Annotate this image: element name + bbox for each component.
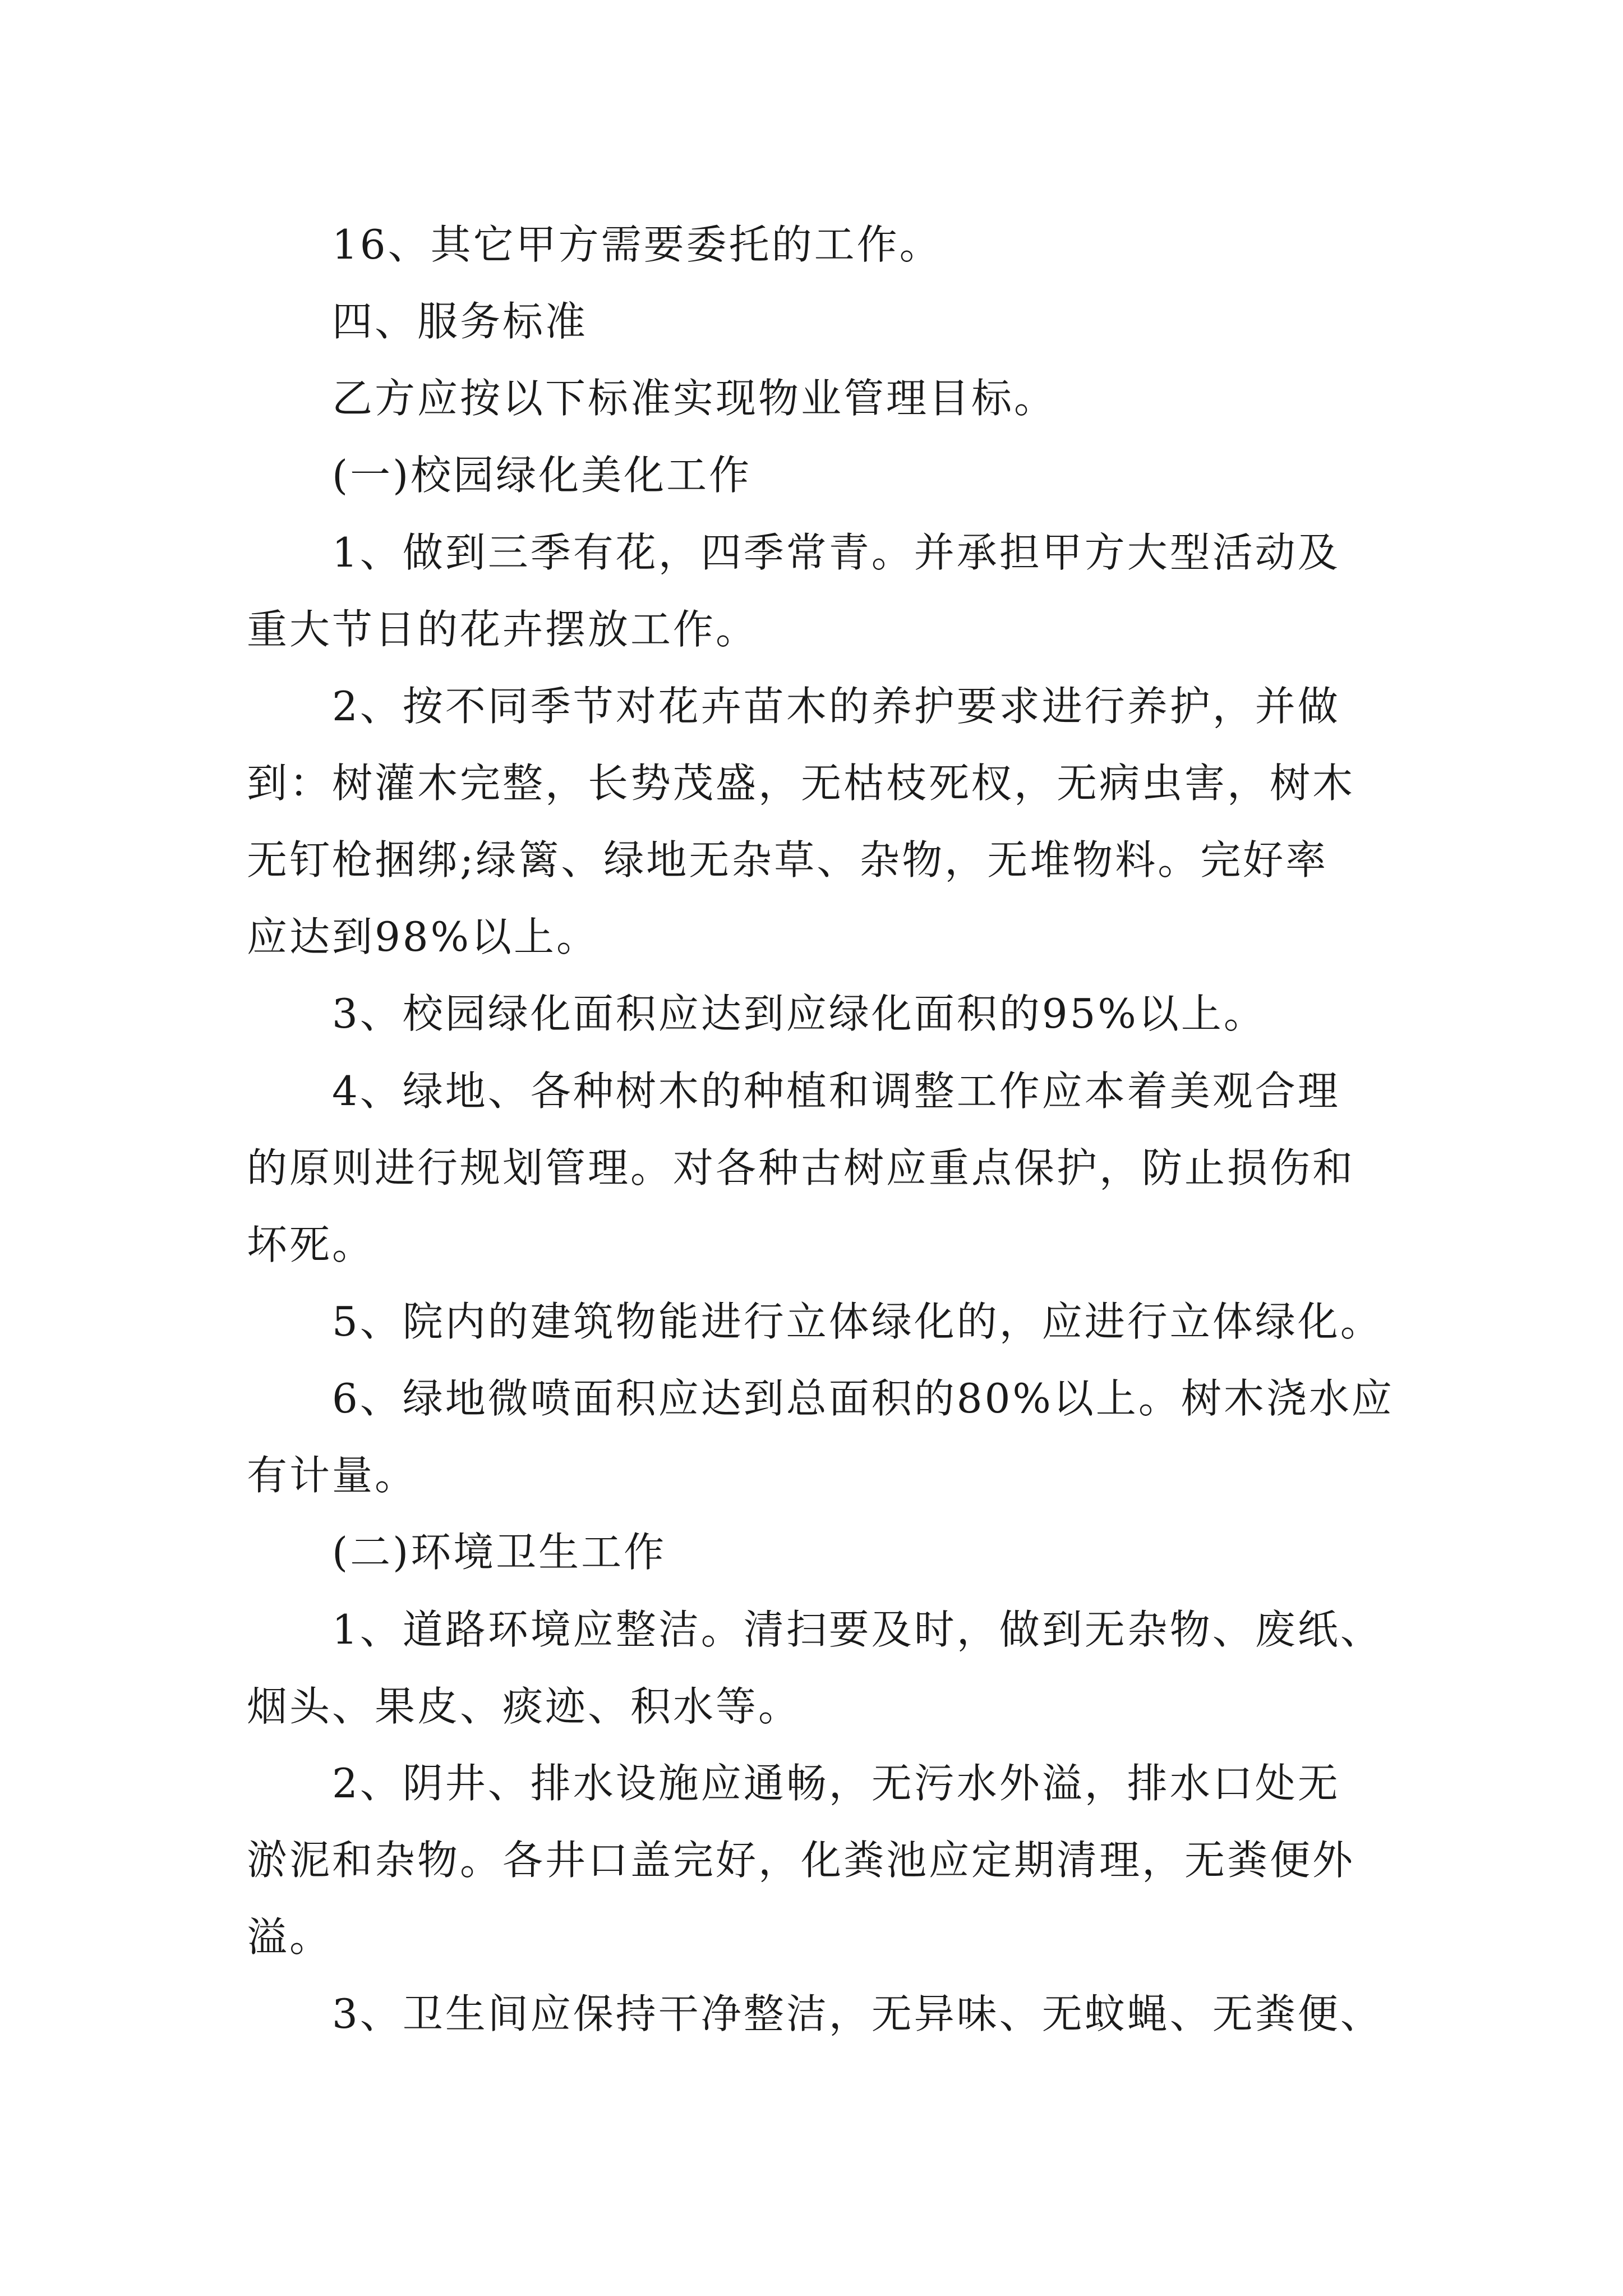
greening-item-2-line-4: 应达到98%以上。 bbox=[247, 913, 600, 960]
greening-item-5: 5、院内的建筑物能进行立体绿化的，应进行立体绿化。 bbox=[332, 1298, 1383, 1345]
greening-item-1-line-2: 重大节日的花卉摆放工作。 bbox=[247, 606, 759, 653]
greening-item-2-line-1: 2、按不同季节对花卉苗木的养护要求进行养护，并做 bbox=[332, 683, 1340, 730]
subsection-greening-heading: (一)校园绿化美化工作 bbox=[332, 452, 752, 499]
sanitation-item-3-line-1: 3、卫生间应保持干净整洁，无异味、无蚊蝇、无粪便、 bbox=[332, 1990, 1383, 2037]
sanitation-item-2-line-3: 溢。 bbox=[247, 1913, 333, 1961]
section-4-intro: 乙方应按以下标准实现物业管理目标。 bbox=[332, 375, 1057, 422]
section-4-heading: 四、服务标准 bbox=[332, 298, 588, 345]
subsection-sanitation-heading: (二)环境卫生工作 bbox=[332, 1529, 667, 1576]
greening-item-4-line-1: 4、绿地、各种树木的种植和调整工作应本着美观合理 bbox=[332, 1068, 1340, 1115]
greening-item-6-line-1: 6、绿地微喷面积应达到总面积的80%以上。树木浇水应 bbox=[332, 1375, 1394, 1422]
item-16-other-work: 16、其它甲方需要委托的工作。 bbox=[332, 221, 942, 268]
greening-item-1-line-1: 1、做到三季有花，四季常青。并承担甲方大型活动及 bbox=[332, 529, 1340, 576]
greening-item-4-line-2: 的原则进行规划管理。对各种古树应重点保护，防止损伤和 bbox=[247, 1144, 1355, 1191]
greening-item-2-line-3: 无钉枪捆绑;绿篱、绿地无杂草、杂物，无堆物料。完好率 bbox=[247, 836, 1329, 884]
sanitation-item-2-line-1: 2、阴井、排水设施应通畅，无污水外溢，排水口处无 bbox=[332, 1760, 1340, 1807]
greening-item-3: 3、校园绿化面积应达到应绿化面积的95%以上。 bbox=[332, 990, 1266, 1037]
sanitation-item-1-line-1: 1、道路环境应整洁。清扫要及时，做到无杂物、废纸、 bbox=[332, 1606, 1383, 1653]
greening-item-6-line-2: 有计量。 bbox=[247, 1452, 418, 1499]
sanitation-item-2-line-2: 淤泥和杂物。各井口盖完好，化粪池应定期清理，无粪便外 bbox=[247, 1837, 1355, 1884]
greening-item-4-line-3: 坏死。 bbox=[247, 1221, 375, 1268]
greening-item-2-line-2: 到：树灌木完整，长势茂盛，无枯枝死杈，无病虫害，树木 bbox=[247, 760, 1355, 807]
sanitation-item-1-line-2: 烟头、果皮、痰迹、积水等。 bbox=[247, 1683, 801, 1730]
